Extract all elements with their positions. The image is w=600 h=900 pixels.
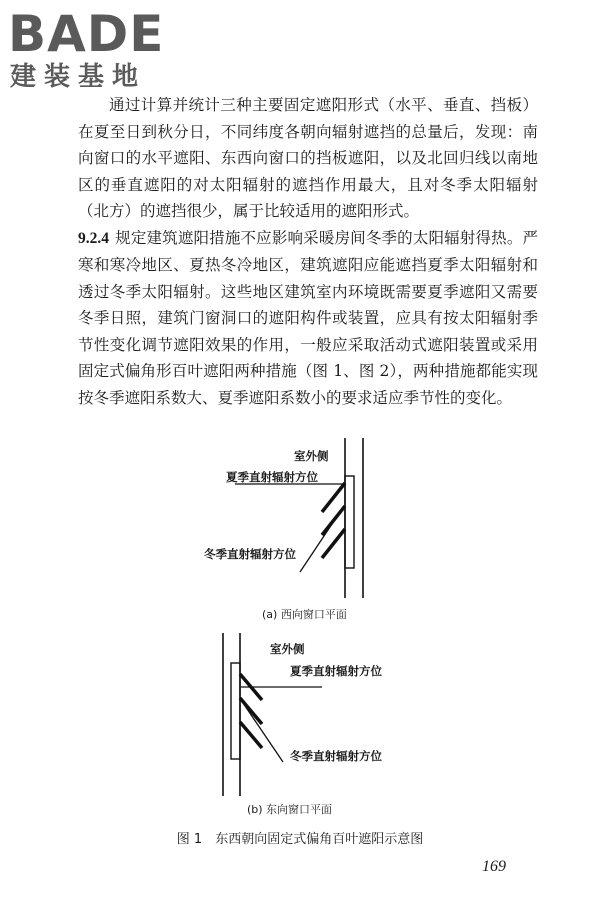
paragraph-1: 通过计算并统计三种主要固定遮阳形式（水平、垂直、挡板）在夏至日到秋分日，不同纬度各朝向辐射遮挡的总量后，发现：南向窗口的水平遮阳、东西向窗口的挡板遮阳，以及北回归线以南地区的垂直遮阳的对太阳辐射的遮挡作用最大，且对冬季太阳辐射（北方）的遮挡很少，属于比较适用的遮阳形式。 <box>78 96 538 220</box>
fig-b-summer-label: 夏季直射辐射方位 <box>290 664 382 678</box>
fig-b-outside-label: 室外侧 <box>270 642 305 656</box>
louver-blade <box>240 722 262 748</box>
logo-brand-text: BADE <box>8 5 165 63</box>
window-frame <box>231 663 240 759</box>
fig-b-winter-label: 冬季直射辐射方位 <box>290 749 382 763</box>
louver-blade <box>322 529 345 558</box>
winter-ray <box>241 700 283 762</box>
fig-b-subcaption: (b) 东向窗口平面 <box>247 803 333 816</box>
winter-ray <box>300 506 344 572</box>
fig-a-summer-label: 夏季直射辐射方位 <box>226 470 318 484</box>
fig-a-winter-label: 冬季直射辐射方位 <box>204 547 296 561</box>
paragraph-2 <box>78 225 538 412</box>
logo-subtitle: 建装基地 <box>10 62 147 92</box>
louver-blade <box>322 506 345 535</box>
clause-text: 规定建筑遮阳措施不应影响采暖房间冬季的太阳辐射得热。严寒和寒冷地区、夏热冬冷地区，建筑遮阳应能遮挡夏季太阳辐射和透过冬季太阳辐射。这些地区建筑室内环境既需要夏季遮阳又需要冬季日照，建筑门窗洞口的遮阳构件或装置，应具有按太阳辐射季节性变化调节遮阳效果的作用，一般应采取活动式遮阳装置或采用固定式偏角形百叶遮阳两种措施（图 1、图 2），两种措施都能实现按冬季遮阳系数大、夏季遮阳系数小的要求适应季节性的变化。 <box>78 228 538 407</box>
body-text <box>78 92 538 411</box>
bade-logo <box>8 6 178 96</box>
figure-b-drawing <box>223 633 322 796</box>
fig-a-subcaption: (a) 西向窗口平面 <box>262 608 347 621</box>
louver-blade <box>240 698 262 724</box>
louver-blade <box>240 674 262 700</box>
figure-caption: 图 1 东西朝向固定式偏角百叶遮阳示意图 <box>176 832 424 847</box>
louver-blade <box>322 483 345 512</box>
page-number: 169 <box>482 858 506 875</box>
fig-a-outside-label: 室外侧 <box>294 449 329 463</box>
clause-number: 9.2.4 <box>78 229 109 247</box>
window-frame <box>345 476 354 568</box>
